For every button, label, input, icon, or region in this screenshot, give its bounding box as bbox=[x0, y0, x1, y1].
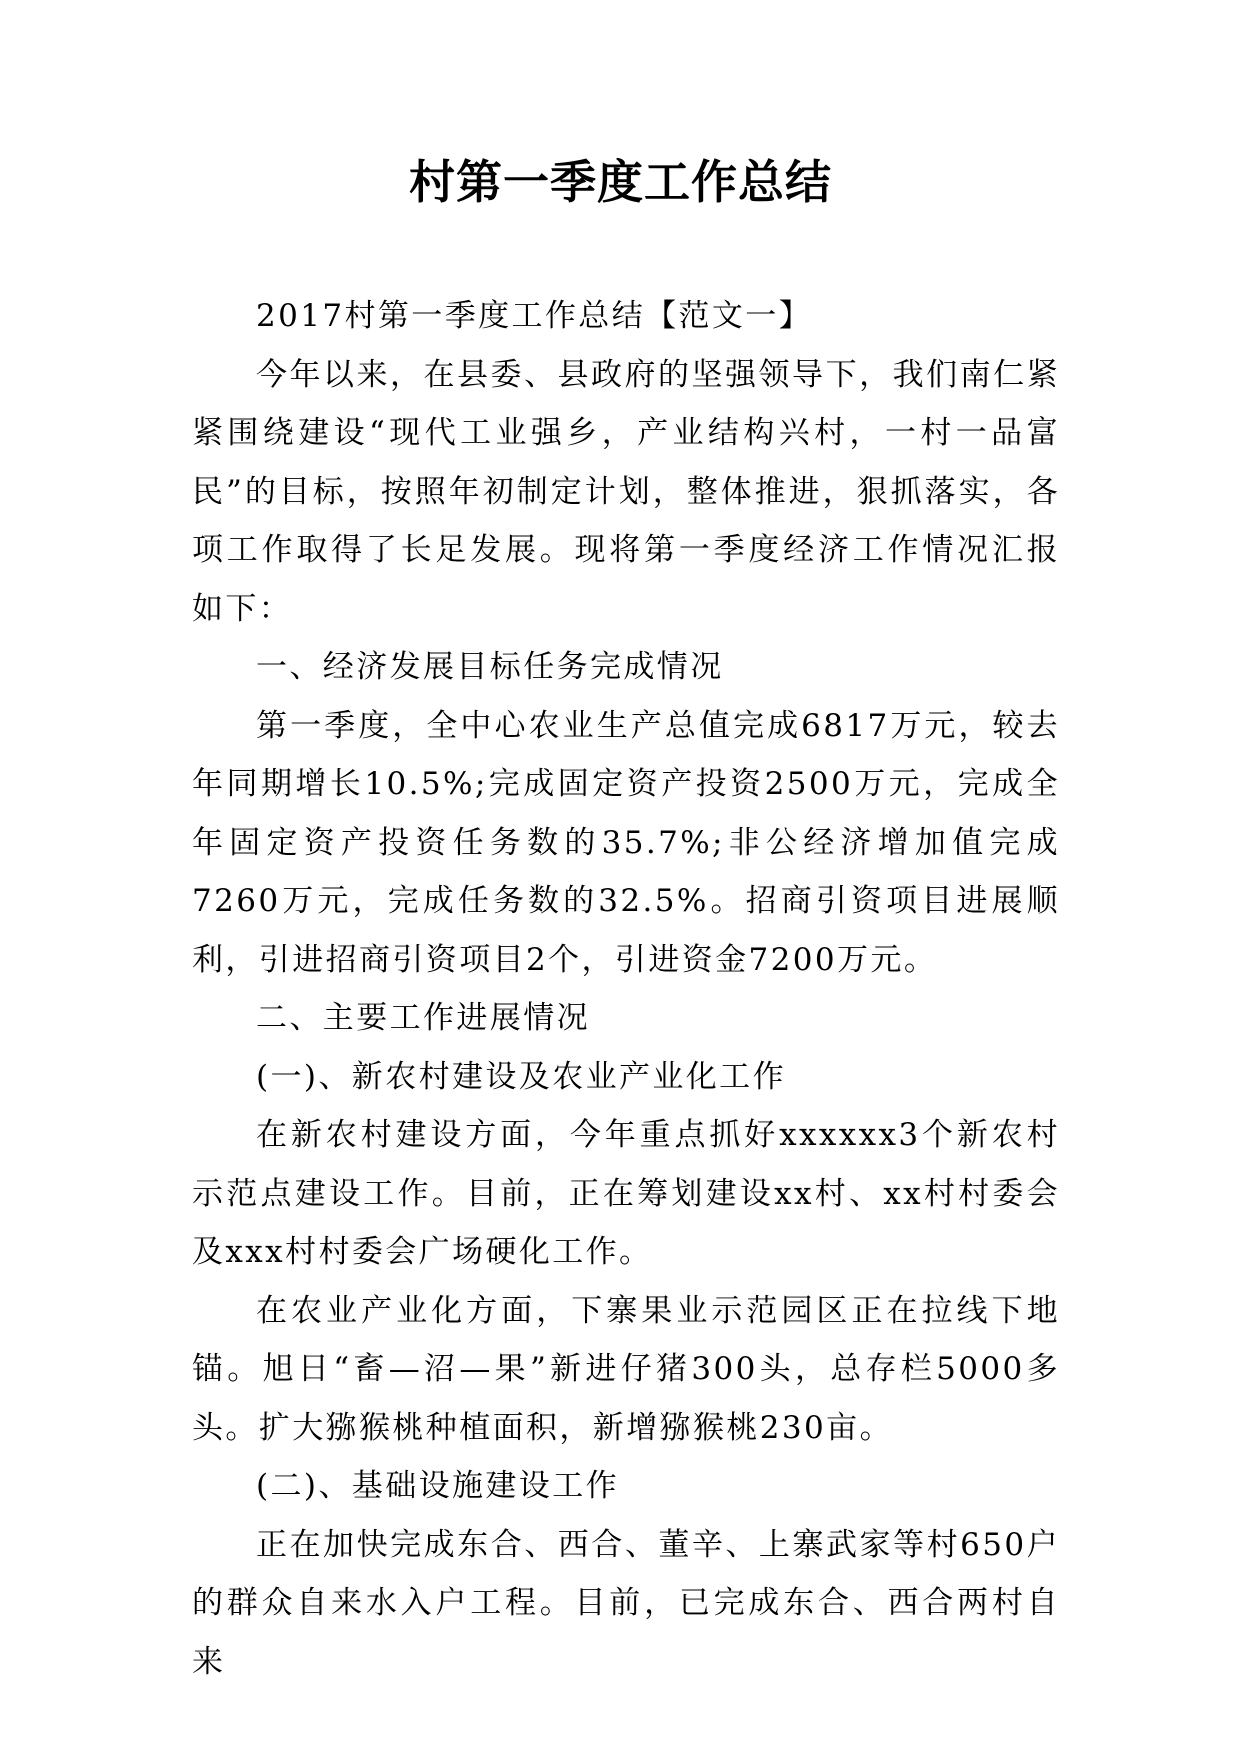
paragraph-industrialization: 在农业产业化方面，下寨果业示范园区正在拉线下地锚。旭日“畜—沼—果”新进仔猪300头，总存栏5000多头。扩大猕猴桃种植面积，新增猕猴桃230亩。 bbox=[192, 1292, 1060, 1446]
subsection-heading-1: (一)、新农村建设及农业产业化工作 bbox=[256, 1058, 786, 1095]
paragraph-intro: 今年以来，在县委、县政府的坚强领导下，我们南仁紧紧围绕建设“现代工业强乡，产业结构兴村，一村一品富民”的目标，按照年初制定计划，整体推进，狠抓落实，各项工作取得了长足发展。现将第一季度经济工作情况汇报如下： bbox=[192, 356, 1060, 627]
document-title: 村第一季度工作总结 bbox=[409, 155, 832, 209]
subsection-heading-2: (二)、基础设施建设工作 bbox=[256, 1468, 619, 1504]
section-heading-1: 一、经济发展目标任务完成情况 bbox=[256, 649, 724, 685]
paragraph-economic-results: 第一季度，全中心农业生产总值完成6817万元，较去年同期增长10.5%;完成固定资产投资2500万元，完成全年固定资产投资任务数的35.7%;非公经济增加值完成7260万元，完成任务数的32.5%。招商引资项目进展顺利，引进招商引资项目2个，引进资金7200万元。 bbox=[192, 707, 1060, 978]
section-heading-2: 二、主要工作进展情况 bbox=[256, 1000, 590, 1036]
paragraph-infrastructure: 正在加快完成东合、西合、董辛、上寨武家等村650户的群众自来水入户工程。目前，已完成东合、西合两村自来 bbox=[192, 1526, 1060, 1680]
paragraph-heading-sample: 2017村第一季度工作总结【范文一】 bbox=[256, 298, 813, 334]
document-body bbox=[192, 287, 1060, 1691]
paragraph-new-rural: 在新农村建设方面，今年重点抓好xxxxxx3个新农村示范点建设工作。目前，正在筹划建设xx村、xx村村委会及xxx村村委会广场硬化工作。 bbox=[192, 1117, 1060, 1270]
